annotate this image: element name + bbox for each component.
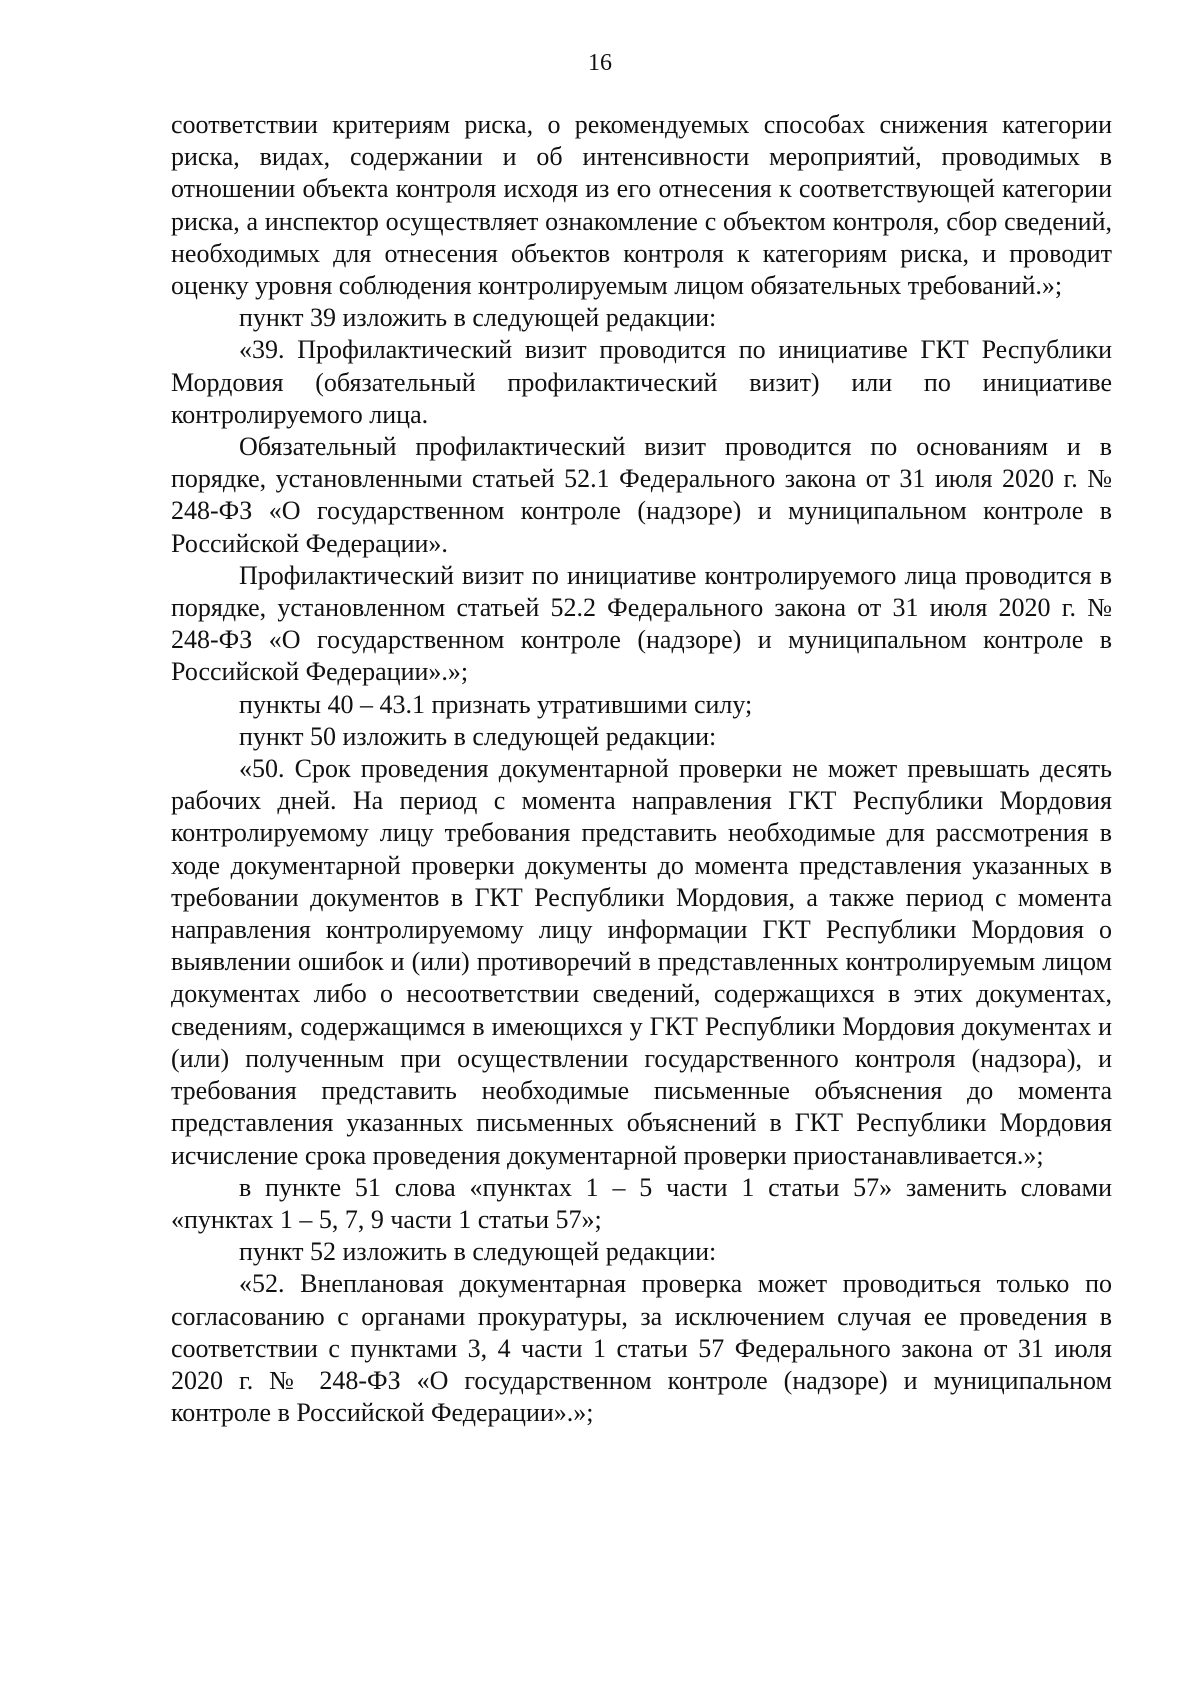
page-number: 16 (588, 50, 612, 76)
paragraph-amend-51: в пункте 51 слова «пунктах 1 – 5 части 1 статьи 57» заменить словами «пунктах 1 – 5, 7, 9 части 1 статьи 57»; (171, 1172, 1112, 1234)
paragraph-amend-50: пункт 50 изложить в следующей редакции: (239, 721, 717, 751)
paragraph-item-50: «50. Срок проведения документарной проверки не может превышать десять рабочих дней. На период с момента направления ГКТ Республики Мордовия контролируемому лицу требования представить необходимые для рассмотрения в ходе документарной проверки документы до момента представления указанных в требовании документов в ГКТ Республики Мордовия, а также период с момента направления контролируемому лицу информации ГКТ Республики Мордовия о выявлении ошибок и (или) противоречий в представленных контролируемым лицом документах либо о несоответствии сведений, содержащихся в этих документах, сведениям, содержащимся в имеющихся у ГКТ Республики Мордовия документах и (или) полученным при осуществлении государственного контроля (надзора), и требования представить необходимые письменные объяснения до момента представления указанных письменных объяснений в ГКТ Республики Мордовия исчисление срока проведения документарной проверки приостанавливается.»; (171, 754, 1112, 1170)
paragraph-initiative-visit: Профилактический визит по инициативе контролируемого лица проводится в порядке, установленном статьей 52.2 Федерального закона от 31 июля 2020 г. № 248-ФЗ «О государственном контроле (надзоре) и муниципальном контроле в Российской Федерации».»; (171, 560, 1112, 687)
document-body (171, 109, 1112, 1429)
paragraph-item-52: «52. Внеплановая документарная проверка может проводиться только по согласованию с органами прокуратуры, за исключением случая ее проведения в соответствии с пунктами 3, 4 части 1 статьи 57 Федерального закона от 31 июля 2020 г. № 248-ФЗ «О государственном контроле (надзоре) и муниципальном контроле в Российской Федерации».»; (171, 1269, 1112, 1428)
paragraph-item-39: «39. Профилактический визит проводится по инициативе ГКТ Республики Мордовия (обязательный профилактический визит) или по инициативе контролируемого лица. (171, 335, 1112, 429)
paragraph-amend-52: пункт 52 изложить в следующей редакции: (239, 1237, 717, 1267)
paragraph-amend-39: пункт 39 изложить в следующей редакции: (239, 303, 717, 333)
paragraph-continuation: соответствии критериям риска, о рекомендуемых способах снижения категории риска, видах, содержании и об интенсивности мероприятий, проводимых в отношении объекта контроля исходя из его отнесения к соответствующей категории риска, а инспектор осуществляет ознакомление с объектом контроля, сбор сведений, необходимых для отнесения объектов контроля к категориям риска, и проводит оценку уровня соблюдения контролируемым лицом обязательных требований.»; (171, 110, 1112, 301)
paragraph-repeal-40-43: пункты 40 – 43.1 признать утратившими силу; (239, 689, 753, 719)
paragraph-mandatory-visit: Обязательный профилактический визит проводится по основаниям и в порядке, установленными статьей 52.1 Федерального закона от 31 июля 2020 г. № 248-ФЗ «О государственном контроле (надзоре) и муниципальном контроле в Российской Федерации». (171, 432, 1112, 558)
